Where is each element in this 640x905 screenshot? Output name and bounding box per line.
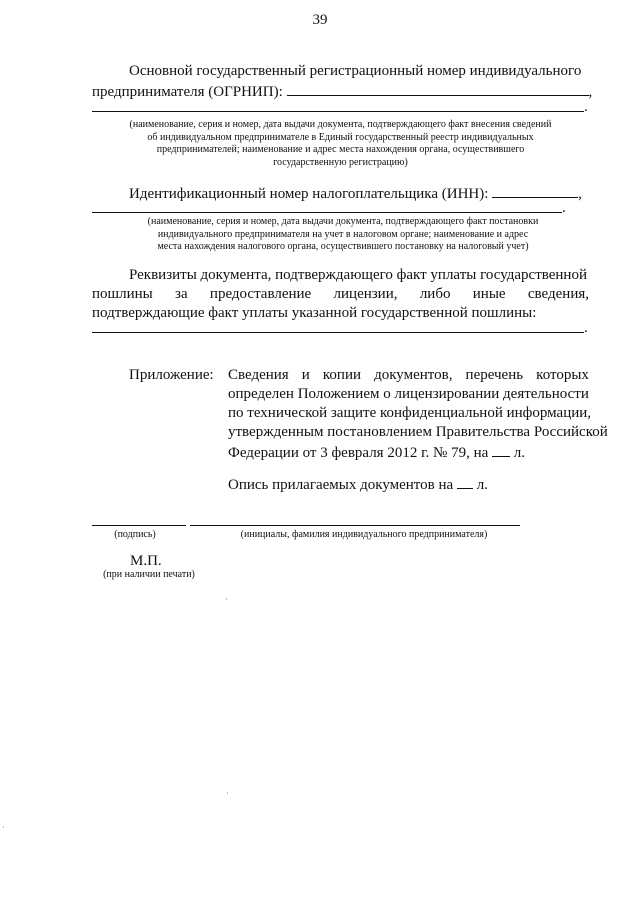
fee-word: предоставление [209,286,312,302]
attachment-line5-suffix: л. [513,445,526,461]
ogrnip-input-line[interactable] [287,81,589,96]
inn-label: Идентификационный номер налогоплательщика (ИНН): [129,186,489,202]
fee-word: иные [472,286,506,302]
ogrnip-note-line: об индивидуальном предпринимателе в Единый государственный реестр индивидуальных [147,131,534,143]
inventory-suffix: л. [476,477,488,493]
ogrnip-note [92,119,589,169]
ogrnip-comma: , [588,84,593,100]
fee-word: сведения, [527,286,589,302]
fee-word: либо [419,286,451,302]
name-line[interactable] [190,525,520,526]
attachment-word: и [301,367,310,383]
page-number: 39 [312,12,328,28]
attachment-line3: по технической защите конфиденциальной информации, [228,405,592,421]
ogrnip-note-line: (наименование, серия и номер, дата выдачи документа, подтверждающего факт внесения сведений [129,119,552,130]
fee-document-line[interactable] [92,332,584,333]
stamp-caption: (при наличии печати) [103,569,195,580]
signature-caption: (подпись) [114,529,156,540]
attachment-pages-input[interactable] [492,442,510,457]
inn-input-line[interactable] [492,183,578,198]
attachment-line4: утвержденным постановлением Правительства Российской [228,424,608,440]
ogrnip-label: предпринимателя (ОГРНИП): [92,84,283,100]
ogrnip-note-line: государственную регистрацию) [273,156,408,168]
ogrnip-line2 [92,81,593,102]
scan-speck [3,826,4,828]
inventory-line [228,474,589,495]
stamp-label: М.П. [130,553,162,569]
ogrnip-line1: Основной государственный регистрационный номер индивидуального [129,63,582,79]
ogrnip-period: . [584,99,588,115]
inventory-prefix: Опись прилагаемых документов на [228,477,454,493]
fee-word: пошлины [92,286,153,302]
scan-speck [227,792,228,794]
fee-line3: подтверждающие факт уплаты указанной государственной пошлины: [92,305,537,321]
ogrnip-note-line: предпринимателей; наименование и адрес места нахождения органа, осуществившего [156,144,525,155]
inn-note-line: индивидуального предпринимателя на учет в налоговом органе; наименование и адрес [157,228,529,240]
ogrnip-document-line[interactable] [92,111,584,112]
fee-word: за [175,286,188,302]
inn-comma: , [578,186,582,202]
inn-note-line: (наименование, серия и номер, дата выдачи документа, подтверждающего факт постановки [147,216,539,227]
fee-period: . [584,320,588,336]
fee-section [92,266,589,323]
attachment-label: Приложение: [129,367,214,383]
attachment-line2: определен Положением о лицензировании деятельности [228,386,589,402]
inn-note [118,216,568,254]
fee-word: лицензии, [333,286,398,302]
attachment-line5 [228,442,589,463]
attachment-line1 [228,366,589,385]
inn-section [129,183,589,204]
signature-line[interactable] [92,525,186,526]
attachment-word: которых [536,367,589,383]
ogrnip-section [92,62,593,102]
attachment-word: Сведения [228,367,289,383]
attachment-word: копии [322,367,361,383]
inn-document-line[interactable] [92,212,562,213]
name-caption: (инициалы, фамилия индивидуального предпринимателя) [240,529,488,540]
inventory-pages-input[interactable] [457,474,473,489]
fee-line2 [92,285,589,304]
attachment-line5-prefix: Федерации от 3 февраля 2012 г. № 79, на [228,445,489,461]
scan-speck [226,598,227,600]
fee-line1: Реквизиты документа, подтверждающего факт уплаты государственной [129,267,587,283]
attachment-body [228,366,608,495]
inn-period: . [562,200,566,216]
inn-note-line: места нахождения налогового органа, осуществившего постановку на налоговый учет) [157,241,529,252]
attachment-word: перечень [465,367,524,383]
attachment-word: документов, [374,367,453,383]
